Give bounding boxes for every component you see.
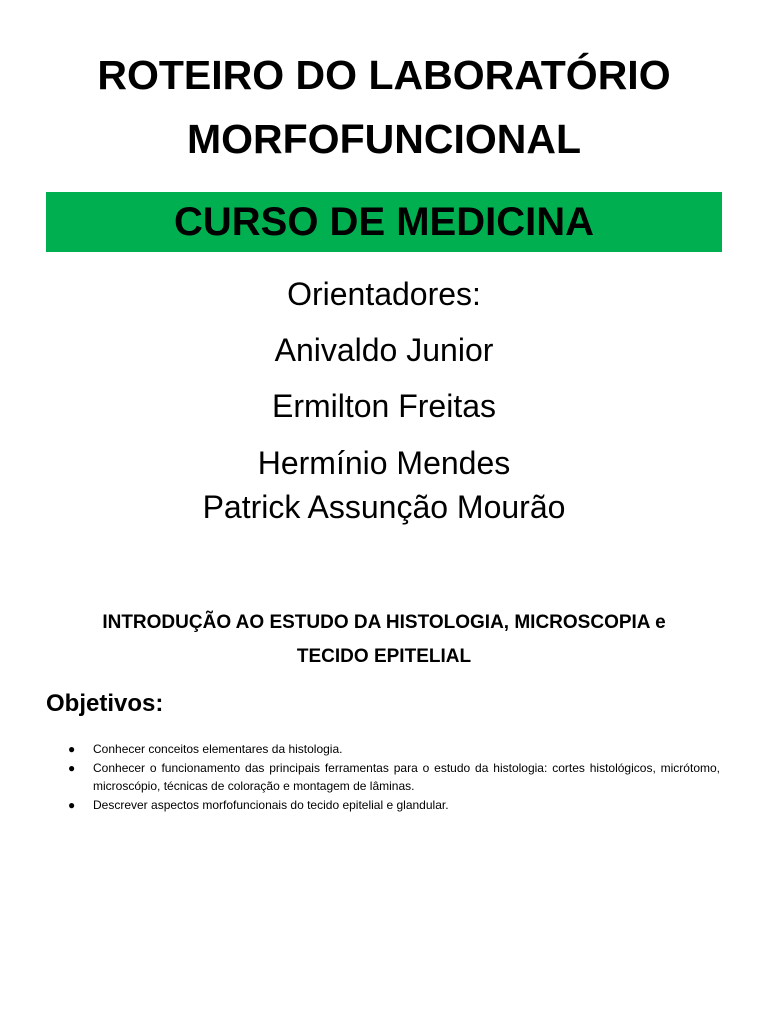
bullet-icon: ● bbox=[68, 760, 76, 775]
objectives-list bbox=[46, 740, 720, 814]
title-line-1: ROTEIRO DO LABORATÓRIO bbox=[97, 52, 671, 98]
section-heading-line-2: TECIDO EPITELIAL bbox=[296, 646, 472, 667]
section-heading bbox=[46, 606, 722, 674]
bullet-icon: ● bbox=[68, 797, 76, 812]
title-line-2: MORFOFUNCIONAL bbox=[186, 116, 581, 162]
course-banner-text: CURSO DE MEDICINA bbox=[173, 199, 595, 244]
list-item bbox=[46, 759, 720, 796]
objectives-heading: Objetivos: bbox=[46, 690, 164, 717]
advisor-name: Patrick Assunção Mourão bbox=[202, 489, 566, 525]
objective-text: Descrever aspectos morfofuncionais do tecido epitelial e glandular. bbox=[93, 797, 449, 812]
advisor-name: Anivaldo Junior bbox=[274, 332, 494, 368]
section-heading-line-1: INTRODUÇÃO AO ESTUDO DA HISTOLOGIA, MICROSCOPIA e bbox=[102, 612, 666, 633]
bullet-icon: ● bbox=[68, 742, 76, 756]
list-item bbox=[46, 796, 720, 815]
advisor-name: Hermínio Mendes bbox=[257, 445, 511, 481]
document-title bbox=[40, 43, 728, 171]
list-item bbox=[46, 740, 720, 759]
objective-text: Conhecer o funcionamento das principais ferramentas para o estudo da histologia: cortes histológicos, micrótomo, microscópio, técnicas de coloração e montagem de lâminas. bbox=[93, 760, 720, 793]
advisors-label: Orientadores: bbox=[287, 276, 481, 312]
objective-text: Conhecer conceitos elementares da histologia. bbox=[93, 742, 343, 756]
course-banner bbox=[46, 192, 722, 252]
advisor-name: Ermilton Freitas bbox=[271, 388, 497, 424]
